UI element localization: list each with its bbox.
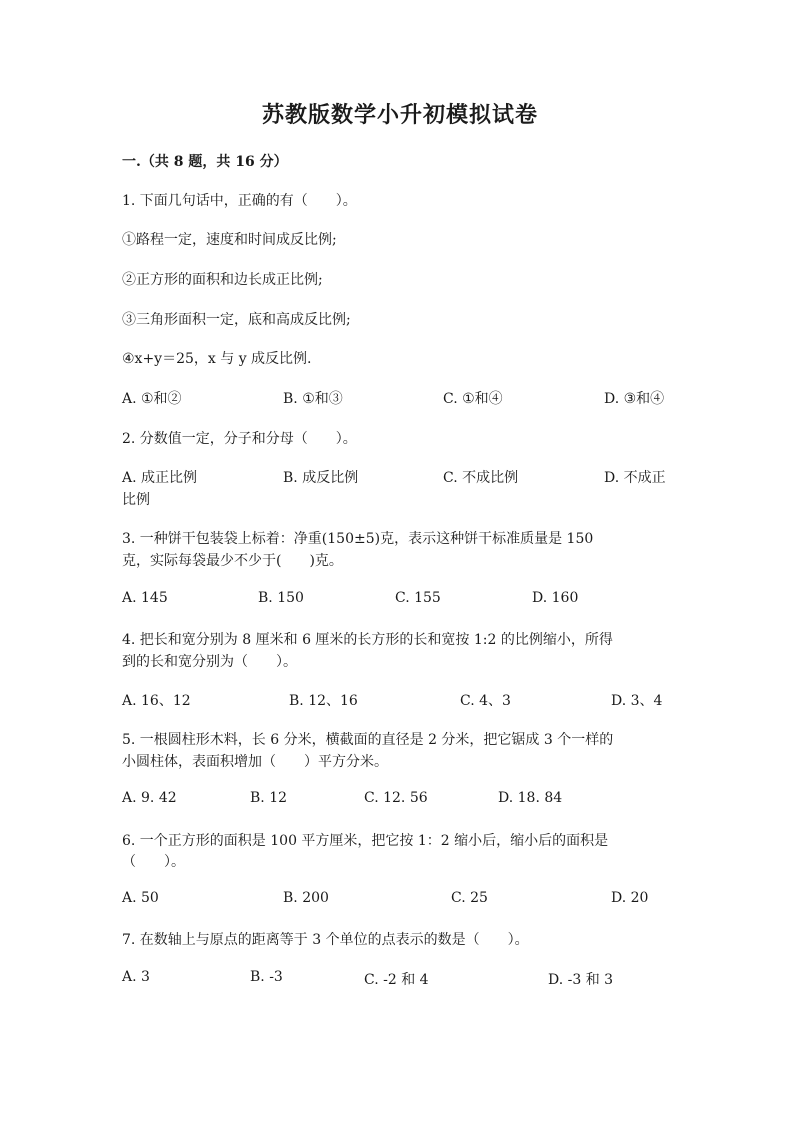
question-3-option-c: C. 155 bbox=[395, 590, 441, 606]
question-4-stem-line-2: 到的长和宽分别为（ ）。 bbox=[122, 654, 297, 670]
question-7-option-a: A. 3 bbox=[122, 969, 150, 985]
question-4-option-a: A. 16、12 bbox=[122, 693, 191, 709]
question-5-option-b: B. 12 bbox=[250, 790, 288, 806]
question-2-option-a: A. 成正比例 bbox=[122, 470, 198, 486]
section-heading: 一.（共 8 题，共 16 分） bbox=[122, 154, 288, 170]
question-3-option-d: D. 160 bbox=[532, 590, 579, 606]
question-5-stem-line-2: 小圆柱体，表面积增加（ ）平方分米。 bbox=[122, 754, 388, 770]
question-3-stem-line-1: 3. 一种饼干包装袋上标着：净重(150±5)克，表示这种饼干标准质量是 150 bbox=[122, 531, 594, 547]
question-1-option-b: B. ①和③ bbox=[283, 391, 343, 407]
question-3-option-a: A. 145 bbox=[122, 590, 168, 606]
question-1-option-a: A. ①和② bbox=[122, 391, 182, 407]
question-1-statement-1: ①路程一定，速度和时间成反比例; bbox=[122, 232, 337, 248]
question-2-option-c: C. 不成比例 bbox=[443, 470, 519, 486]
question-6-option-b: B. 200 bbox=[283, 890, 329, 906]
exam-title: 苏教版数学小升初模拟试卷 bbox=[261, 102, 538, 128]
question-5-option-c: C. 12. 56 bbox=[364, 790, 428, 806]
question-6-stem-line-1: 6. 一个正方形的面积是 100 平方厘米，把它按 1：2 缩小后，缩小后的面积是 bbox=[122, 833, 609, 849]
question-5-stem-line-1: 5. 一根圆柱形木料，长 6 分米，横截面的直径是 2 分米，把它锯成 3 个一样的 bbox=[122, 732, 614, 748]
question-3-option-b: B. 150 bbox=[258, 590, 304, 606]
question-4-option-b: B. 12、16 bbox=[289, 693, 358, 709]
question-6-option-c: C. 25 bbox=[451, 890, 488, 906]
question-5-option-d: D. 18. 84 bbox=[498, 790, 563, 806]
question-6-stem-line-2: （ ）。 bbox=[122, 854, 185, 870]
question-5-option-a: A. 9. 42 bbox=[122, 790, 177, 806]
question-2-option-d: D. 不成正 bbox=[604, 470, 666, 486]
question-7-option-b: B. -3 bbox=[250, 969, 283, 985]
question-7-stem: 7. 在数轴上与原点的距离等于 3 个单位的点表示的数是（ ）。 bbox=[122, 932, 529, 948]
question-1-stem: 1. 下面几句话中，正确的有（ ）。 bbox=[122, 193, 357, 209]
question-1-statement-3: ③三角形面积一定，底和高成反比例; bbox=[122, 312, 351, 328]
question-2-option-d-wrap: 比例 bbox=[122, 492, 150, 508]
question-6-option-a: A. 50 bbox=[122, 890, 159, 906]
question-6-option-d: D. 20 bbox=[611, 890, 649, 906]
question-2-option-b: B. 成反比例 bbox=[283, 470, 359, 486]
question-2-stem: 2. 分数值一定，分子和分母（ ）。 bbox=[122, 431, 357, 447]
question-1-option-d: D. ③和④ bbox=[604, 391, 665, 407]
question-1-statement-2: ②正方形的面积和边长成正比例; bbox=[122, 272, 323, 288]
question-4-stem-line-1: 4. 把长和宽分别为 8 厘米和 6 厘米的长方形的长和宽按 1:2 的比例缩小，所得 bbox=[122, 632, 613, 648]
question-3-stem-line-2: 克，实际每袋最少不少于( )克。 bbox=[122, 553, 343, 569]
question-1-option-c: C. ①和④ bbox=[443, 391, 503, 407]
question-7-option-d: D. -3 和 3 bbox=[548, 972, 614, 988]
question-7-option-c: C. -2 和 4 bbox=[364, 972, 429, 988]
question-1-statement-4: ④x+y＝25，x 与 y 成反比例. bbox=[122, 351, 312, 367]
question-4-option-c: C. 4、3 bbox=[460, 693, 511, 709]
question-4-option-d: D. 3、4 bbox=[611, 693, 663, 709]
